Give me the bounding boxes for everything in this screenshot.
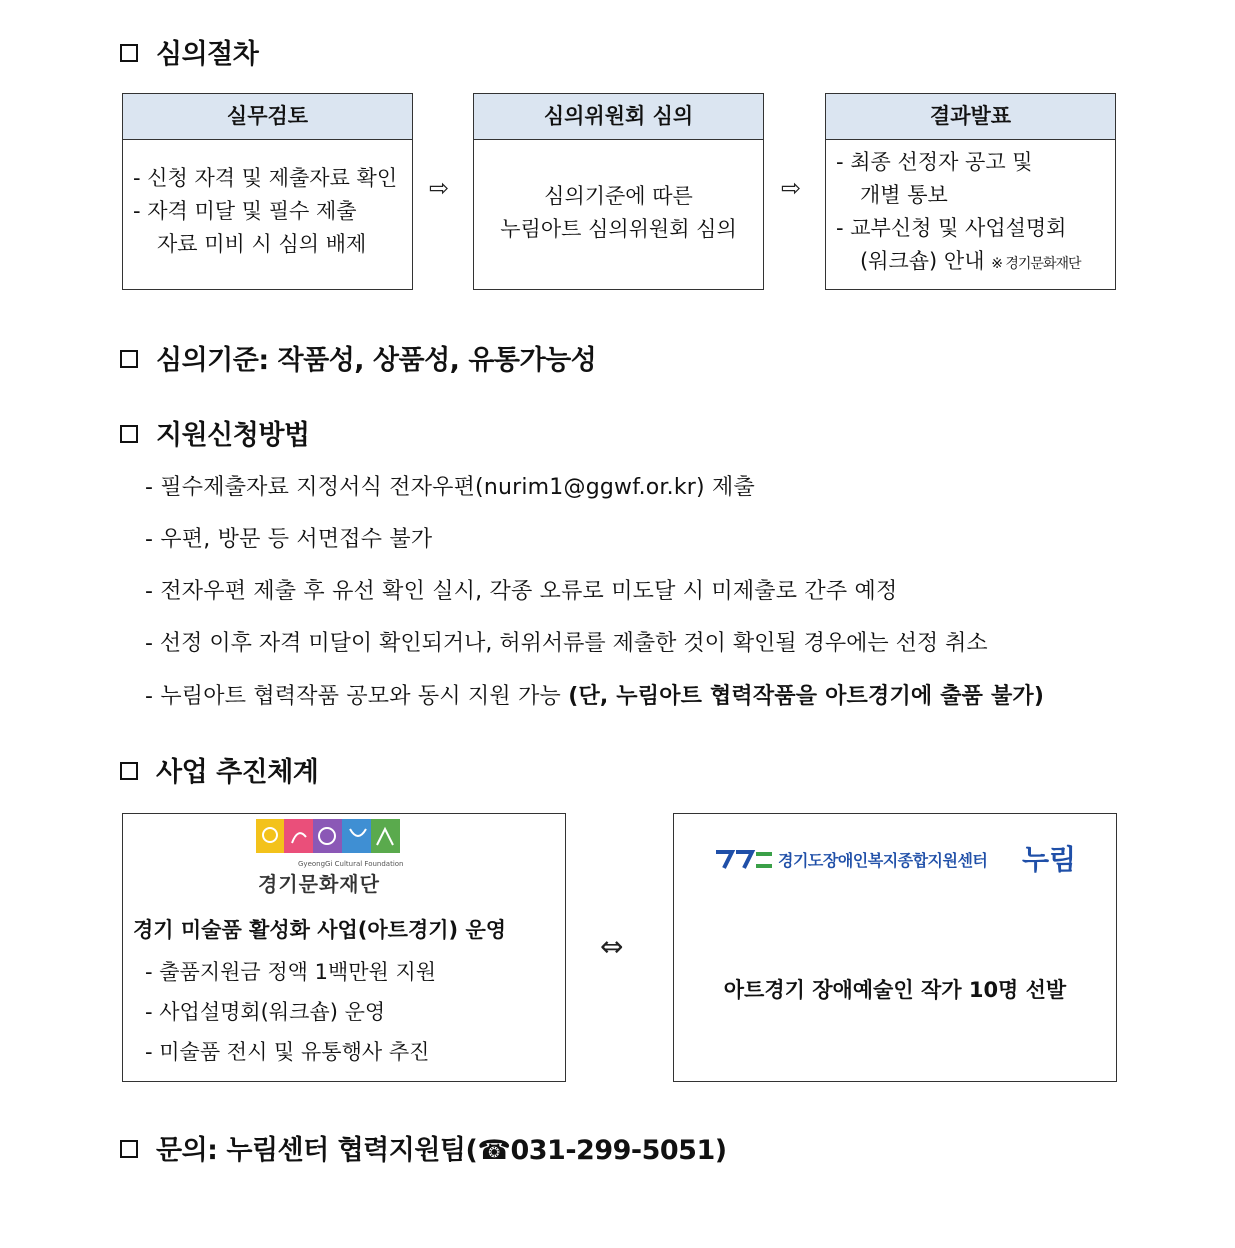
step-line: - 교부신청 및 사업설명회 (836, 216, 1067, 240)
ggcf-title: 경기 미술품 활성화 사업(아트경기) 운영 (133, 918, 507, 942)
application-item-last: - 누림아트 협력작품 공모와 동시 지원 가능 (단, 누림아트 협력작품을 아트경기에 출품 불가) (145, 684, 1045, 709)
application-item: - 전자우편 제출 후 유선 확인 실시, 각종 오류로 미도달 시 미제출로 간주 예정 (145, 579, 898, 604)
step-title: 실무검토 (123, 94, 412, 140)
step-line: - 자격 미달 및 필수 제출 (133, 199, 357, 223)
step-note: ※ 경기문화재단 (991, 256, 1081, 272)
ggcf-logo-en: GyeongGi Cultural Foundation (298, 860, 404, 868)
ggcf-logo-ko: 경기문화재단 (258, 872, 380, 896)
ggcf-item: - 사업설명회(워크숍) 운영 (145, 1000, 386, 1024)
checkbox-bullet-icon (120, 425, 138, 443)
nurim-logo-brand: 누림 (1022, 843, 1077, 876)
arrow-right-icon: ⇨ (781, 174, 802, 202)
step-title: 심의위원회 심의 (474, 94, 763, 140)
section-contact: 문의: 누림센터 협력지원팀(☎031-299-5051) (120, 1128, 727, 1167)
ggcf-item: - 출품지원금 정액 1백만원 지원 (145, 960, 437, 984)
checkbox-bullet-icon (120, 1140, 138, 1158)
ggcf-item: - 미술품 전시 및 유통행사 추진 (145, 1040, 430, 1064)
step-line: (워크숍) 안내 (860, 249, 985, 273)
step-committee-box (473, 93, 764, 290)
step-line: 심의기준에 따른 (544, 184, 693, 208)
step-line: 자료 미비 시 심의 배제 (157, 232, 367, 256)
section-procedure: 심의절차 (120, 32, 258, 71)
ggcf-logo-icon (256, 819, 431, 859)
step-title: 결과발표 (826, 94, 1115, 140)
application-item: - 우편, 방문 등 서면접수 불가 (145, 527, 433, 552)
step-line: 누림아트 심의위원회 심의 (500, 217, 737, 241)
step-review-box (122, 93, 413, 290)
step-result-box (825, 93, 1116, 290)
checkbox-bullet-icon (120, 762, 138, 780)
nurim-title: 아트경기 장애예술인 작가 10명 선발 (723, 978, 1067, 1002)
checkbox-bullet-icon (120, 44, 138, 62)
step-line: - 신청 자격 및 제출자료 확인 (133, 166, 398, 190)
arrow-right-icon: ⇨ (429, 174, 450, 202)
checkbox-bullet-icon (120, 350, 138, 368)
step-line: - 최종 선정자 공고 및 (836, 150, 1033, 174)
exchange-arrow-icon: ⇔ (600, 930, 624, 963)
section-criteria: 심의기준: 작품성, 상품성, 유통가능성 (120, 338, 596, 377)
nurim-logo-icon (714, 848, 774, 872)
nurim-logo-text: 경기도장애인복지종합지원센터 (778, 851, 988, 870)
nurim-box (673, 813, 1117, 1082)
application-item: - 선정 이후 자격 미달이 확인되거나, 허위서류를 제출한 것이 확인될 경우에는 선정 취소 (145, 631, 988, 656)
application-item: - 필수제출자료 지정서식 전자우편(nurim1@ggwf.or.kr) 제출 (145, 475, 755, 500)
section-application: 지원신청방법 (120, 413, 310, 452)
application-restriction: (단, 누림아트 협력작품을 아트경기에 출품 불가) (568, 684, 1045, 709)
step-line: 개별 통보 (860, 183, 948, 207)
ggcf-box (122, 813, 566, 1082)
section-system: 사업 추진체계 (120, 750, 318, 789)
